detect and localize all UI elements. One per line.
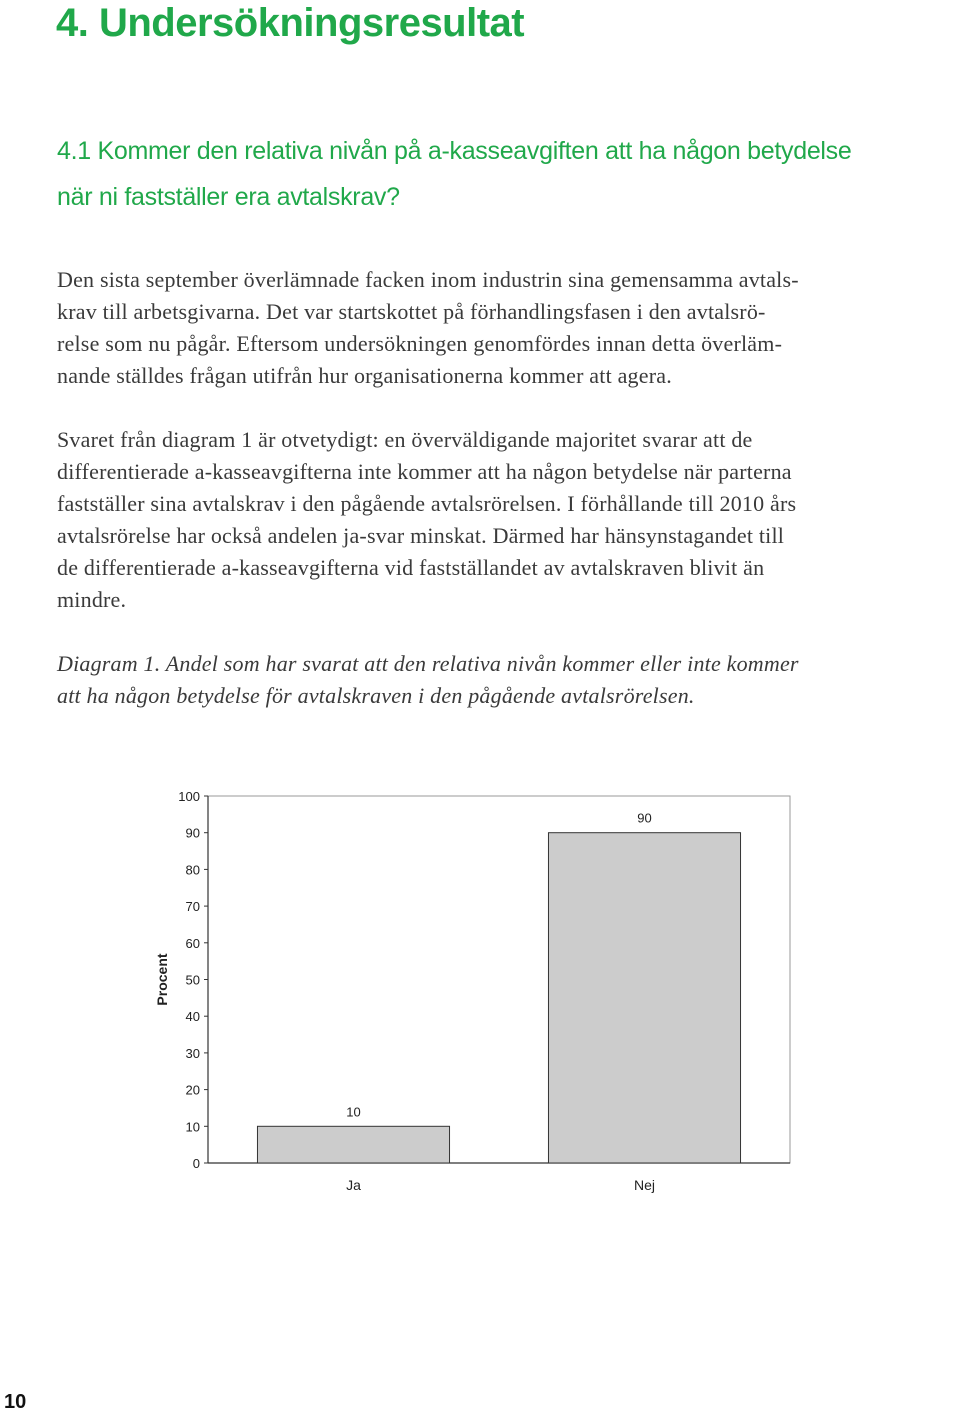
x-category-label: Nej: [633, 1177, 656, 1193]
y-tick-label: 40: [185, 1009, 200, 1025]
y-tick-label: 90: [185, 825, 200, 841]
caption-line: att ha någon betydelse för avtalskraven i den pågående avtalsrörelsen.: [57, 683, 695, 708]
body-paragraph-line: differentierade a-kasseavgifterna inte kommer att ha någon betydelse när parterna: [57, 459, 792, 484]
y-axis-title: Procent: [154, 953, 170, 1006]
x-category-label: Ja: [346, 1177, 361, 1193]
body-paragraph: [57, 264, 799, 392]
body-paragraph-line: mindre.: [57, 587, 127, 612]
body-paragraph-line: avtalsrörelse har också andelen ja-svar minskat. Därmed har hänsynstagandet till: [57, 523, 785, 548]
data-label: 10: [346, 1104, 361, 1120]
y-tick-label: 10: [185, 1119, 200, 1135]
caption-line: Diagram 1. Andel som har svarat att den relativa nivån kommer eller inte kommer: [57, 651, 799, 676]
y-tick-label: 50: [185, 972, 200, 988]
body-paragraph: [57, 424, 796, 616]
y-tick-label: 0: [192, 1156, 200, 1171]
y-tick-label: 70: [185, 899, 200, 915]
y-tick-label: 100: [178, 789, 200, 804]
y-tick-label: 30: [185, 1045, 200, 1061]
data-label: 90: [637, 810, 652, 826]
body-paragraph-line: fastställer sina avtalskrav i den pågående avtalsrörelsen. I förhållande till 2010 års: [57, 491, 797, 516]
section-heading: [57, 128, 852, 220]
body-paragraph-line: Den sista september överlämnade facken inom industrin sina gemensamma avtals-: [57, 267, 799, 292]
diagram-caption: [57, 648, 799, 712]
body-paragraph-line: de differentierade a-kasseavgifterna vid fastställandet av avtalskraven blivit än: [57, 555, 765, 580]
body-paragraph-line: relse som nu pågår. Eftersom undersökningen genomfördes innan detta överläm-: [57, 331, 783, 356]
body-paragraph-line: Svaret från diagram 1 är otvetydigt: en överväldigande majoritet svarar att de: [57, 427, 753, 452]
y-tick-label: 20: [185, 1082, 200, 1098]
y-tick-label: 60: [185, 935, 200, 951]
y-tick-label: 80: [185, 862, 200, 878]
bar-ja: [257, 1126, 449, 1163]
bar-chart: [140, 780, 820, 1200]
bar-nej: [548, 833, 740, 1163]
section-heading-line: när ni fastställer era avtalskrav?: [57, 183, 400, 211]
section-heading-line: 4.1 Kommer den relativa nivån på a-kasseavgiften att ha någon betydelse: [57, 137, 852, 165]
body-paragraph-line: krav till arbetsgivarna. Det var startskottet på förhandlingsfasen i den avtalsrö-: [57, 299, 766, 324]
page-number: 10: [4, 1391, 27, 1412]
body-paragraph-line: nande ställdes frågan utifrån hur organisationerna kommer att agera.: [57, 363, 672, 388]
page-title: 4. Undersökningsresultat: [56, 1, 525, 45]
